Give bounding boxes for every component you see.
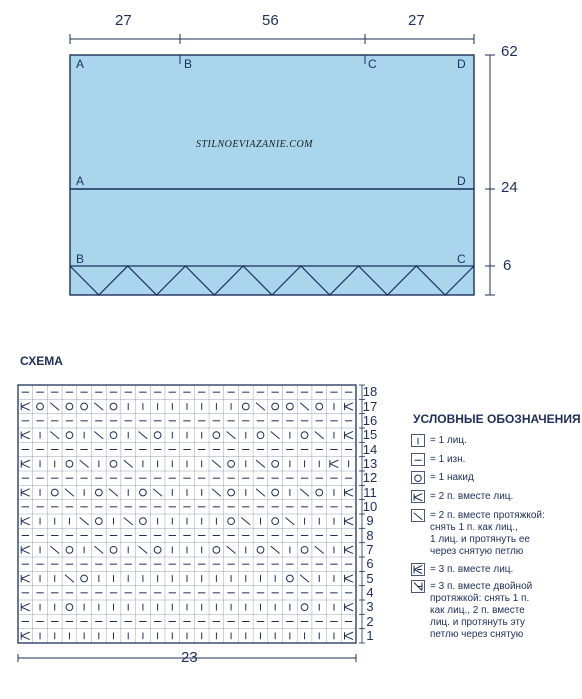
row-number: 15 — [362, 427, 378, 443]
ssk-icon — [411, 509, 425, 522]
corner-label-d-top: D — [457, 57, 466, 71]
legend-item-text: = 1 лиц. — [430, 435, 467, 446]
corner-label-a-mid: A — [76, 174, 85, 188]
row-number: 2 — [366, 613, 374, 629]
knit-icon — [411, 434, 425, 447]
dim-height-middle: 24 — [501, 179, 518, 196]
corner-label-c-top: C — [368, 57, 377, 71]
watermark-text: STILNOEVIAZANIE.COM — [196, 139, 313, 150]
corner-label-a-top: A — [76, 57, 85, 71]
row-number: 13 — [362, 455, 378, 471]
row-number: 5 — [366, 570, 374, 586]
legend-item-text: = 1 накид — [430, 472, 474, 483]
row-number: 18 — [362, 384, 378, 400]
knitting-chart-grid — [18, 385, 356, 643]
sk2p-icon — [411, 580, 425, 593]
corner-label-d-mid: D — [457, 174, 466, 188]
row-number: 12 — [362, 470, 378, 486]
row-number: 7 — [366, 541, 374, 557]
k3tog-icon — [411, 563, 425, 576]
dim-height-border: 6 — [503, 257, 512, 274]
legend-item-text: = 1 изн. — [430, 454, 466, 465]
legend-icon-frame — [412, 491, 425, 503]
row-number: 3 — [366, 599, 374, 615]
dim-width-center: 56 — [262, 12, 279, 29]
purl-icon — [411, 453, 425, 466]
legend-item-text: = 2 п. вместе лиц. — [430, 491, 514, 502]
body-outline — [70, 55, 474, 295]
dim-height-total: 62 — [501, 43, 518, 60]
row-number: 16 — [362, 412, 378, 428]
yarn-over-icon — [411, 471, 425, 484]
k2tog-icon — [411, 490, 425, 503]
legend-item-text: = 3 п. вместе лиц. — [430, 564, 514, 575]
dim-width-right: 27 — [408, 12, 425, 29]
legend-title: УСЛОВНЫЕ ОБОЗНАЧЕНИЯ — [413, 412, 581, 426]
row-number: 9 — [366, 513, 374, 529]
row-number: 17 — [362, 398, 378, 414]
chart-width-label: 23 — [181, 649, 198, 666]
dim-width-left: 27 — [115, 12, 132, 29]
row-number: 14 — [362, 441, 378, 457]
row-number: 4 — [366, 584, 374, 600]
row-number: 10 — [362, 498, 378, 514]
legend-icon-frame — [412, 510, 425, 522]
legend-item-text: = 3 п. вместе двойной протяжкой: снять 1 п. как лиц., 2 п. вместе лиц. и протянуть эту петлю через снятую — [430, 581, 533, 640]
row-number: 8 — [366, 527, 374, 543]
row-number: 1 — [366, 627, 374, 643]
row-number: 11 — [363, 484, 377, 500]
corner-label-c-bottom: C — [457, 252, 466, 266]
row-number: 6 — [366, 556, 374, 572]
corner-label-b-bottom: B — [76, 252, 85, 266]
legend-icon-frame — [412, 454, 425, 466]
legend-item-text: = 2 п. вместе протяжкой: снять 1 п. как лиц., 1 лиц. и протянуть ее через снятую петлю — [430, 510, 545, 557]
corner-label-b-top: B — [184, 57, 193, 71]
chart-title: СХЕМА — [20, 354, 63, 368]
